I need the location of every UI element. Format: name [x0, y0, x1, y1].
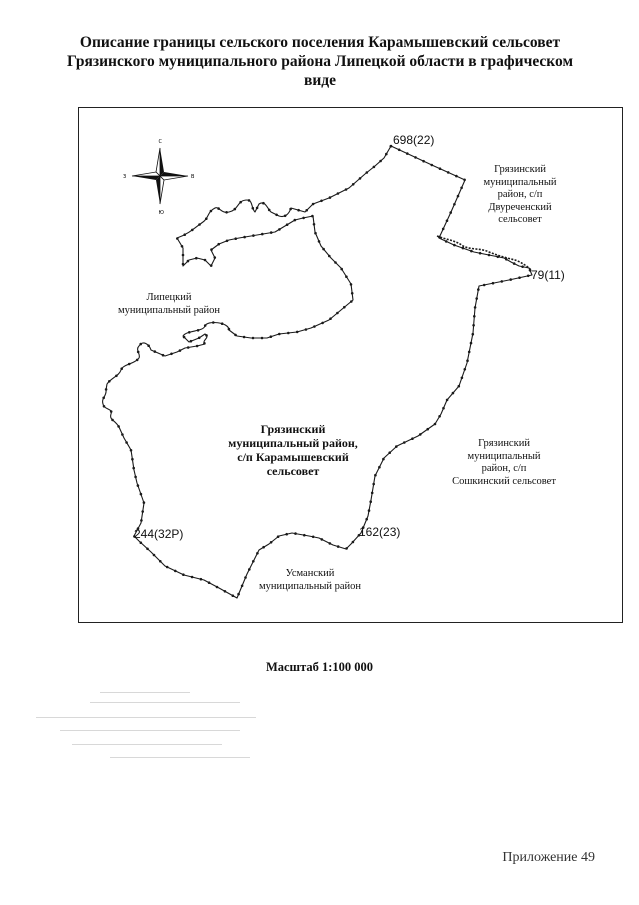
boundary-vertex: [385, 153, 388, 156]
boundary-vertex: [305, 209, 308, 212]
boundary-vertex: [296, 331, 299, 334]
boundary-vertex: [181, 245, 184, 248]
boundary-vertex: [239, 201, 242, 204]
boundary-vertex: [278, 228, 281, 231]
boundary-vertex: [329, 196, 332, 199]
boundary-vertex: [110, 410, 113, 413]
boundary-vertex: [153, 554, 156, 557]
boundary-vertex: [268, 209, 271, 212]
boundary-vertex: [270, 231, 273, 234]
boundary-vertex: [464, 368, 467, 371]
boundary-vertex: [479, 252, 482, 255]
boundary-vertex: [143, 501, 146, 504]
boundary-vertex: [345, 547, 348, 550]
boundary-vertex: [311, 215, 314, 218]
boundary-vertex: [322, 248, 325, 251]
boundary-vertex: [196, 345, 199, 348]
boundary-vertex: [217, 207, 220, 210]
boundary-vertex: [198, 337, 201, 340]
boundary-vertex: [374, 474, 377, 477]
boundary-vertex: [128, 363, 131, 366]
boundary-vertex: [314, 232, 317, 235]
title-line-1: Описание границы сельского поселения Карамышевский сельсовет: [79, 34, 561, 51]
boundary-vertex: [115, 375, 118, 378]
boundary-vertex: [378, 466, 381, 469]
boundary-vertex: [371, 492, 374, 495]
boundary-vertex: [472, 333, 475, 336]
map-frame: [78, 107, 623, 623]
boundary-vertex: [403, 441, 406, 444]
title-line-3: виде: [303, 72, 337, 89]
boundary-vertex: [473, 315, 476, 318]
boundary-vertex: [108, 380, 111, 383]
boundary-vertex: [475, 297, 478, 300]
boundary-vertex: [453, 244, 456, 247]
boundary-vertex: [221, 322, 224, 325]
boundary-vertex: [275, 214, 278, 217]
boundary-vertex: [136, 359, 139, 362]
boundary-vertex: [187, 260, 190, 263]
boundary-vertex: [492, 282, 495, 285]
boundary-vertex: [474, 306, 477, 309]
boundary-vertex: [390, 145, 393, 148]
boundary-vertex: [277, 535, 280, 538]
boundary-vertex: [141, 510, 144, 513]
boundary-vertex: [176, 237, 179, 240]
boundary-vertex: [270, 335, 273, 338]
boundary-vertex: [226, 240, 229, 243]
boundary-vertex: [312, 203, 315, 206]
boundary-vertex: [368, 509, 371, 512]
boundary-vertex: [252, 207, 255, 210]
boundary-vertex: [210, 264, 213, 267]
boundary-vertex: [438, 415, 441, 418]
boundary-vertex: [509, 278, 512, 281]
boundary-vertex: [313, 223, 316, 226]
boundary-vertex: [294, 219, 297, 222]
boundary-vertex: [214, 256, 217, 259]
boundary-vertex: [345, 275, 348, 278]
point-label-244: 244(32Р): [134, 527, 184, 541]
boundary-vertex: [337, 545, 340, 548]
boundary-vertex: [343, 306, 346, 309]
boundary-vertex: [395, 445, 398, 448]
boundary-vertex: [457, 195, 460, 198]
boundary-vertex: [225, 211, 228, 214]
boundary-vertex: [513, 262, 516, 265]
boundary-vertex: [337, 192, 340, 195]
point-label-698: 698(22): [393, 133, 435, 147]
boundary-vertex: [455, 175, 458, 178]
boundary-vertex: [170, 353, 173, 356]
boundary-vertex: [294, 532, 297, 535]
boundary-vertex: [262, 546, 265, 549]
boundary-vertex: [234, 334, 237, 337]
boundary-vertex: [188, 331, 191, 334]
boundary-vertex: [284, 215, 287, 218]
boundary-vertex: [131, 458, 134, 461]
boundary-vertex: [252, 560, 255, 563]
boundary-vertex: [340, 268, 343, 271]
north-arrow-compass-icon: [123, 139, 195, 216]
boundary-vertex: [501, 280, 504, 283]
boundary-vertex: [140, 541, 143, 544]
boundary-vertex: [162, 354, 165, 357]
boundary-vertex: [411, 437, 414, 440]
region-label-karamyshevsky: Грязинский муниципальный район, с/п Карамышевский сельсовет: [228, 422, 358, 478]
boundary-vertex: [488, 254, 491, 257]
boundary-vertex: [105, 388, 108, 391]
boundary-vertex: [166, 566, 169, 569]
boundary-vertex: [212, 321, 215, 324]
boundary-vertex: [208, 581, 211, 584]
boundary-vertex: [132, 467, 135, 470]
faint-mark: [36, 717, 256, 718]
boundary-vertex: [462, 247, 465, 250]
boundary-vertex: [426, 428, 429, 431]
boundary-vertex: [137, 484, 140, 487]
boundary-vertex: [352, 183, 355, 186]
region-label-lipetsk: Липецкий муниципальный район: [117, 292, 221, 316]
boundary-vertex: [228, 328, 231, 331]
boundary-vertex: [527, 275, 530, 278]
boundary-vertex: [174, 570, 177, 573]
boundary-vertex: [287, 332, 290, 335]
boundary-vertex: [350, 283, 353, 286]
boundary-vertex: [372, 483, 375, 486]
boundary-vertex: [483, 284, 486, 287]
boundary-vertex: [365, 518, 368, 521]
boundary-vertex: [446, 399, 449, 402]
boundary-vertex: [336, 312, 339, 315]
boundary-vertex: [350, 300, 353, 303]
boundary-vertex: [297, 209, 300, 212]
boundary-vertex: [453, 203, 456, 206]
boundary-vertex: [103, 405, 106, 408]
boundary-vertex: [204, 259, 207, 262]
boundary-vertex: [159, 560, 162, 563]
boundary-vertex: [179, 349, 182, 352]
boundary-vertex: [518, 276, 521, 279]
boundary-vertex: [321, 322, 324, 325]
boundary-vertex: [286, 223, 289, 226]
boundary-vertex: [232, 594, 235, 597]
boundary-vertex: [140, 519, 143, 522]
compass-letter-w: З: [123, 174, 127, 180]
boundary-vertex: [252, 234, 255, 237]
boundary-vertex: [379, 160, 382, 163]
boundary-vertex: [183, 336, 186, 339]
boundary-vertex: [438, 236, 441, 239]
boundary-vertex: [243, 236, 246, 239]
boundary-vertex: [278, 333, 281, 336]
boundary-vertex: [452, 392, 455, 395]
boundary-vertex: [210, 248, 213, 251]
boundary-vertex: [369, 500, 372, 503]
point-label-162: 162(23): [359, 525, 401, 539]
boundary-vertex: [262, 202, 265, 205]
boundary-vertex: [252, 337, 255, 340]
boundary-vertex: [182, 254, 185, 257]
boundary-vertex: [312, 536, 315, 539]
boundary-vertex: [446, 219, 449, 222]
boundary-vertex: [329, 317, 332, 320]
boundary-vertex: [366, 171, 369, 174]
boundary-vertex: [442, 228, 445, 231]
point-label-79: 79(11): [531, 268, 565, 282]
boundary-vertex: [183, 233, 186, 236]
boundary-vertex: [461, 377, 464, 380]
boundary-vertex: [472, 324, 475, 327]
boundary-vertex: [449, 211, 452, 214]
region-label-dvurechensky: Грязинский муниципальный район, с/п Двуреченский сельсовет: [483, 164, 557, 225]
boundary-vertex: [198, 223, 201, 226]
boundary-vertex: [182, 263, 185, 266]
faint-mark: [60, 730, 240, 731]
boundary-vertex: [191, 576, 194, 579]
boundary-vertex: [521, 265, 524, 268]
boundary-vertex: [351, 292, 354, 295]
boundary-vertex: [466, 359, 469, 362]
boundary-vertex: [414, 156, 417, 159]
boundary-vertex: [434, 423, 437, 426]
boundary-vertex: [210, 210, 213, 213]
faint-mark: [100, 692, 190, 693]
boundary-vertex: [359, 177, 362, 180]
boundary-vertex: [182, 573, 185, 576]
boundary-vertex: [224, 590, 227, 593]
region-label-soshkinsky: Грязинский муниципальный район, с/п Сошкинский сельсовет: [452, 438, 556, 487]
compass-letter-n: С: [158, 139, 162, 145]
boundary-vertex: [200, 578, 203, 581]
boundary-vertex: [197, 329, 200, 332]
boundary-vertex: [468, 351, 471, 354]
boundary-vertex: [334, 261, 337, 264]
boundary-vertex: [216, 586, 219, 589]
compass-letter-s: Ю: [158, 210, 164, 216]
boundary-vertex: [419, 433, 422, 436]
boundary-vertex: [470, 342, 473, 345]
boundary-vertex: [187, 346, 190, 349]
boundary-vertex: [442, 407, 445, 410]
document-title: [60, 33, 580, 90]
boundary-vertex: [203, 342, 206, 345]
boundary-vertex: [217, 243, 220, 246]
boundary-vertex: [120, 367, 123, 370]
boundary-vertex: [234, 237, 237, 240]
boundary-vertex: [261, 337, 264, 340]
boundary-vertex: [289, 208, 292, 211]
boundary-vertex: [204, 324, 207, 327]
boundary-vertex: [447, 171, 450, 174]
boundary-vertex: [190, 340, 193, 343]
faint-mark: [72, 744, 222, 745]
boundary-vertex: [117, 425, 120, 428]
boundary-vertex: [422, 160, 425, 163]
boundary-vertex: [303, 534, 306, 537]
boundary-vertex: [345, 188, 348, 191]
boundary-vertex: [243, 336, 246, 339]
boundary-vertex: [191, 229, 194, 232]
boundary-vertex: [470, 250, 473, 253]
boundary-vertex: [140, 493, 143, 496]
boundary-vertex: [270, 541, 273, 544]
boundary-vertex: [139, 343, 142, 346]
boundary-vertex: [125, 441, 128, 444]
boundary-vertex: [234, 208, 237, 211]
boundary-vertex: [505, 258, 508, 261]
boundary-vertex: [111, 419, 114, 422]
appendix-label: Приложение 49: [502, 850, 595, 865]
faint-mark: [90, 702, 240, 703]
boundary-vertex: [445, 240, 448, 243]
map-scale: Масштаб 1:100 000: [265, 660, 374, 674]
boundary-vertex: [406, 152, 409, 155]
boundary-vertex: [431, 164, 434, 167]
boundary-vertex: [373, 166, 376, 169]
boundary-vertex: [329, 542, 332, 545]
boundary-vertex: [313, 325, 316, 328]
boundary-vertex: [261, 233, 264, 236]
boundary-vertex: [352, 541, 355, 544]
boundary-vertex: [285, 533, 288, 536]
boundary-vertex: [130, 449, 133, 452]
boundary-vertex: [195, 257, 198, 260]
faint-mark: [110, 757, 250, 758]
region-label-usmansky: Усманский муниципальный район: [258, 568, 362, 592]
boundary-vertex: [320, 200, 323, 203]
boundary-vertex: [134, 476, 137, 479]
title-line-2: Грязинского муниципального района Липецкой области в графическом: [66, 53, 574, 70]
boundary-vertex: [439, 167, 442, 170]
boundary-vertex: [458, 385, 461, 388]
boundary-vertex: [121, 433, 124, 436]
boundary-vertex: [102, 397, 105, 400]
boundary-vertex: [256, 552, 259, 555]
boundary-vertex: [237, 593, 240, 596]
boundary-vertex: [328, 255, 331, 258]
boundary-vertex: [398, 149, 401, 152]
boundary-vertex: [147, 344, 150, 347]
boundary-vertex: [302, 217, 305, 220]
boundary-vertex: [154, 350, 157, 353]
boundary-vertex: [388, 451, 391, 454]
boundary-vertex: [256, 207, 259, 210]
boundary-vertex: [318, 240, 321, 243]
boundary-vertex: [205, 217, 208, 220]
boundary-vertex: [248, 199, 251, 202]
boundary-vertex: [305, 328, 308, 331]
boundary-vertex: [477, 288, 480, 291]
boundary-vertex: [137, 351, 140, 354]
boundary-vertex: [205, 334, 208, 337]
boundary-vertex: [146, 548, 149, 551]
boundary-vertex: [321, 538, 324, 541]
compass-letter-e: В: [191, 174, 195, 180]
boundary-vertex: [382, 458, 385, 461]
boundary-vertex: [497, 256, 500, 259]
